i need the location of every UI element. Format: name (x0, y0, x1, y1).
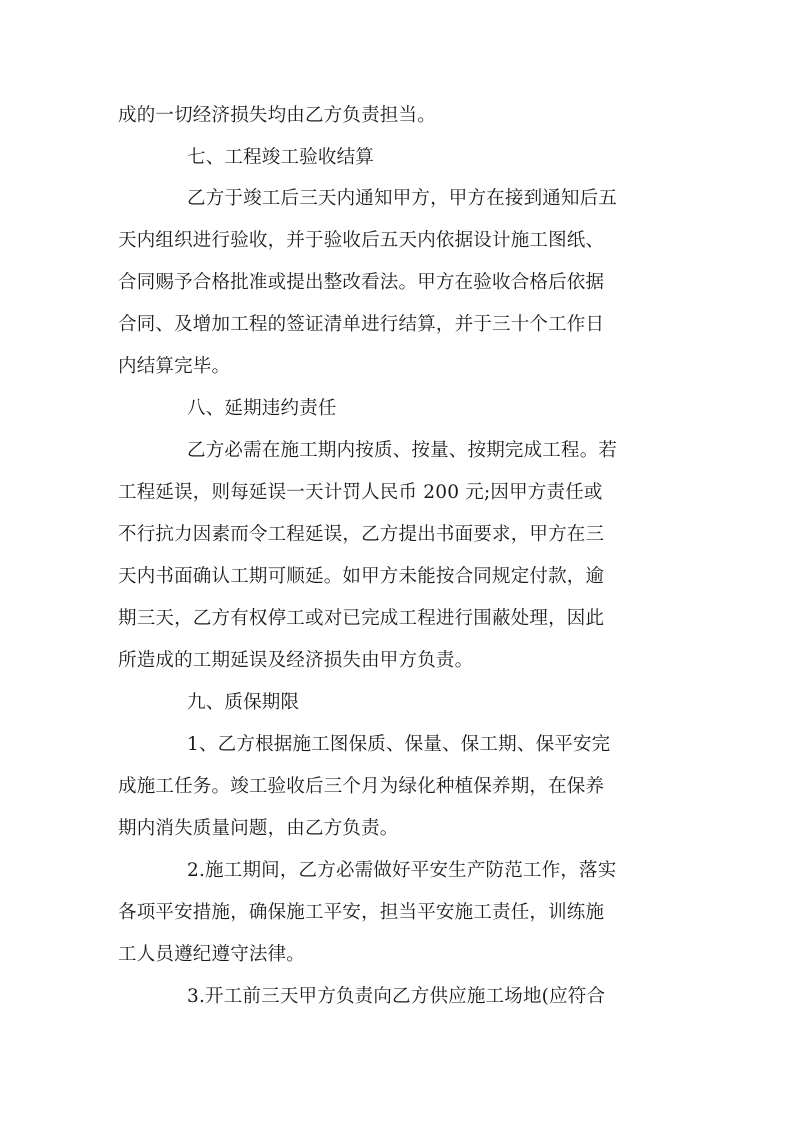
paragraph-line-13: 期三天，乙方有权停工或对已完成工程进行围蔽处理，因此 (118, 608, 605, 629)
paragraph-line-6: 合同、及增加工程的签证清单进行结算，并于三十个工作日 (118, 314, 605, 335)
paragraph-line-21: 工人员遵纪遵守法律。 (118, 944, 306, 965)
paragraph-line-3: 乙方于竣工后三天内通知甲方，甲方在接到通知后五 (187, 188, 618, 209)
paragraph-line-14: 所造成的工期延误及经济损失由甲方负责。 (118, 650, 474, 671)
paragraph-line-20: 各项平安措施，确保施工平安，担当平安施工责任，训练施 (118, 902, 605, 923)
section-heading-9: 九、质保期限 (187, 692, 300, 713)
section-heading-8: 八、延期违约责任 (187, 398, 337, 419)
paragraph-line-1: 成的一切经济损失均由乙方负责担当。 (118, 105, 436, 126)
paragraph-line-7: 内结算完毕。 (118, 356, 231, 377)
paragraph-line-9: 乙方必需在施工期内按质、按量、按期完成工程。若 (187, 440, 618, 461)
paragraph-line-5: 合同赐予合格批准或提出整改看法。甲方在验收合格后依据 (118, 272, 605, 293)
paragraph-line-12: 天内书面确认工期可顺延。如甲方未能按合同规定付款，逾 (118, 566, 605, 587)
paragraph-line-4: 天内组织进行验收，并于验收后五天内依据设计施工图纸、 (118, 230, 605, 251)
paragraph-line-10: 工程延误，则每延误一天计罚人民币 200 元;因甲方责任或 (118, 482, 603, 503)
paragraph-line-22: 3.开工前三天甲方负责向乙方供应施工场地(应符合 (187, 986, 606, 1007)
paragraph-line-16: 1、乙方根据施工图保质、保量、保工期、保平安完 (187, 734, 611, 755)
paragraph-line-17: 成施工任务。竣工验收后三个月为绿化种植保养期，在保养 (118, 776, 605, 797)
paragraph-line-11: 不行抗力因素而令工程延误，乙方提出书面要求，甲方在三 (118, 524, 605, 545)
paragraph-line-18: 期内消失质量问题，由乙方负责。 (118, 818, 399, 839)
paragraph-line-19: 2.施工期间，乙方必需做好平安生产防范工作，落实 (187, 860, 617, 881)
section-heading-7: 七、工程竣工验收结算 (187, 147, 375, 168)
